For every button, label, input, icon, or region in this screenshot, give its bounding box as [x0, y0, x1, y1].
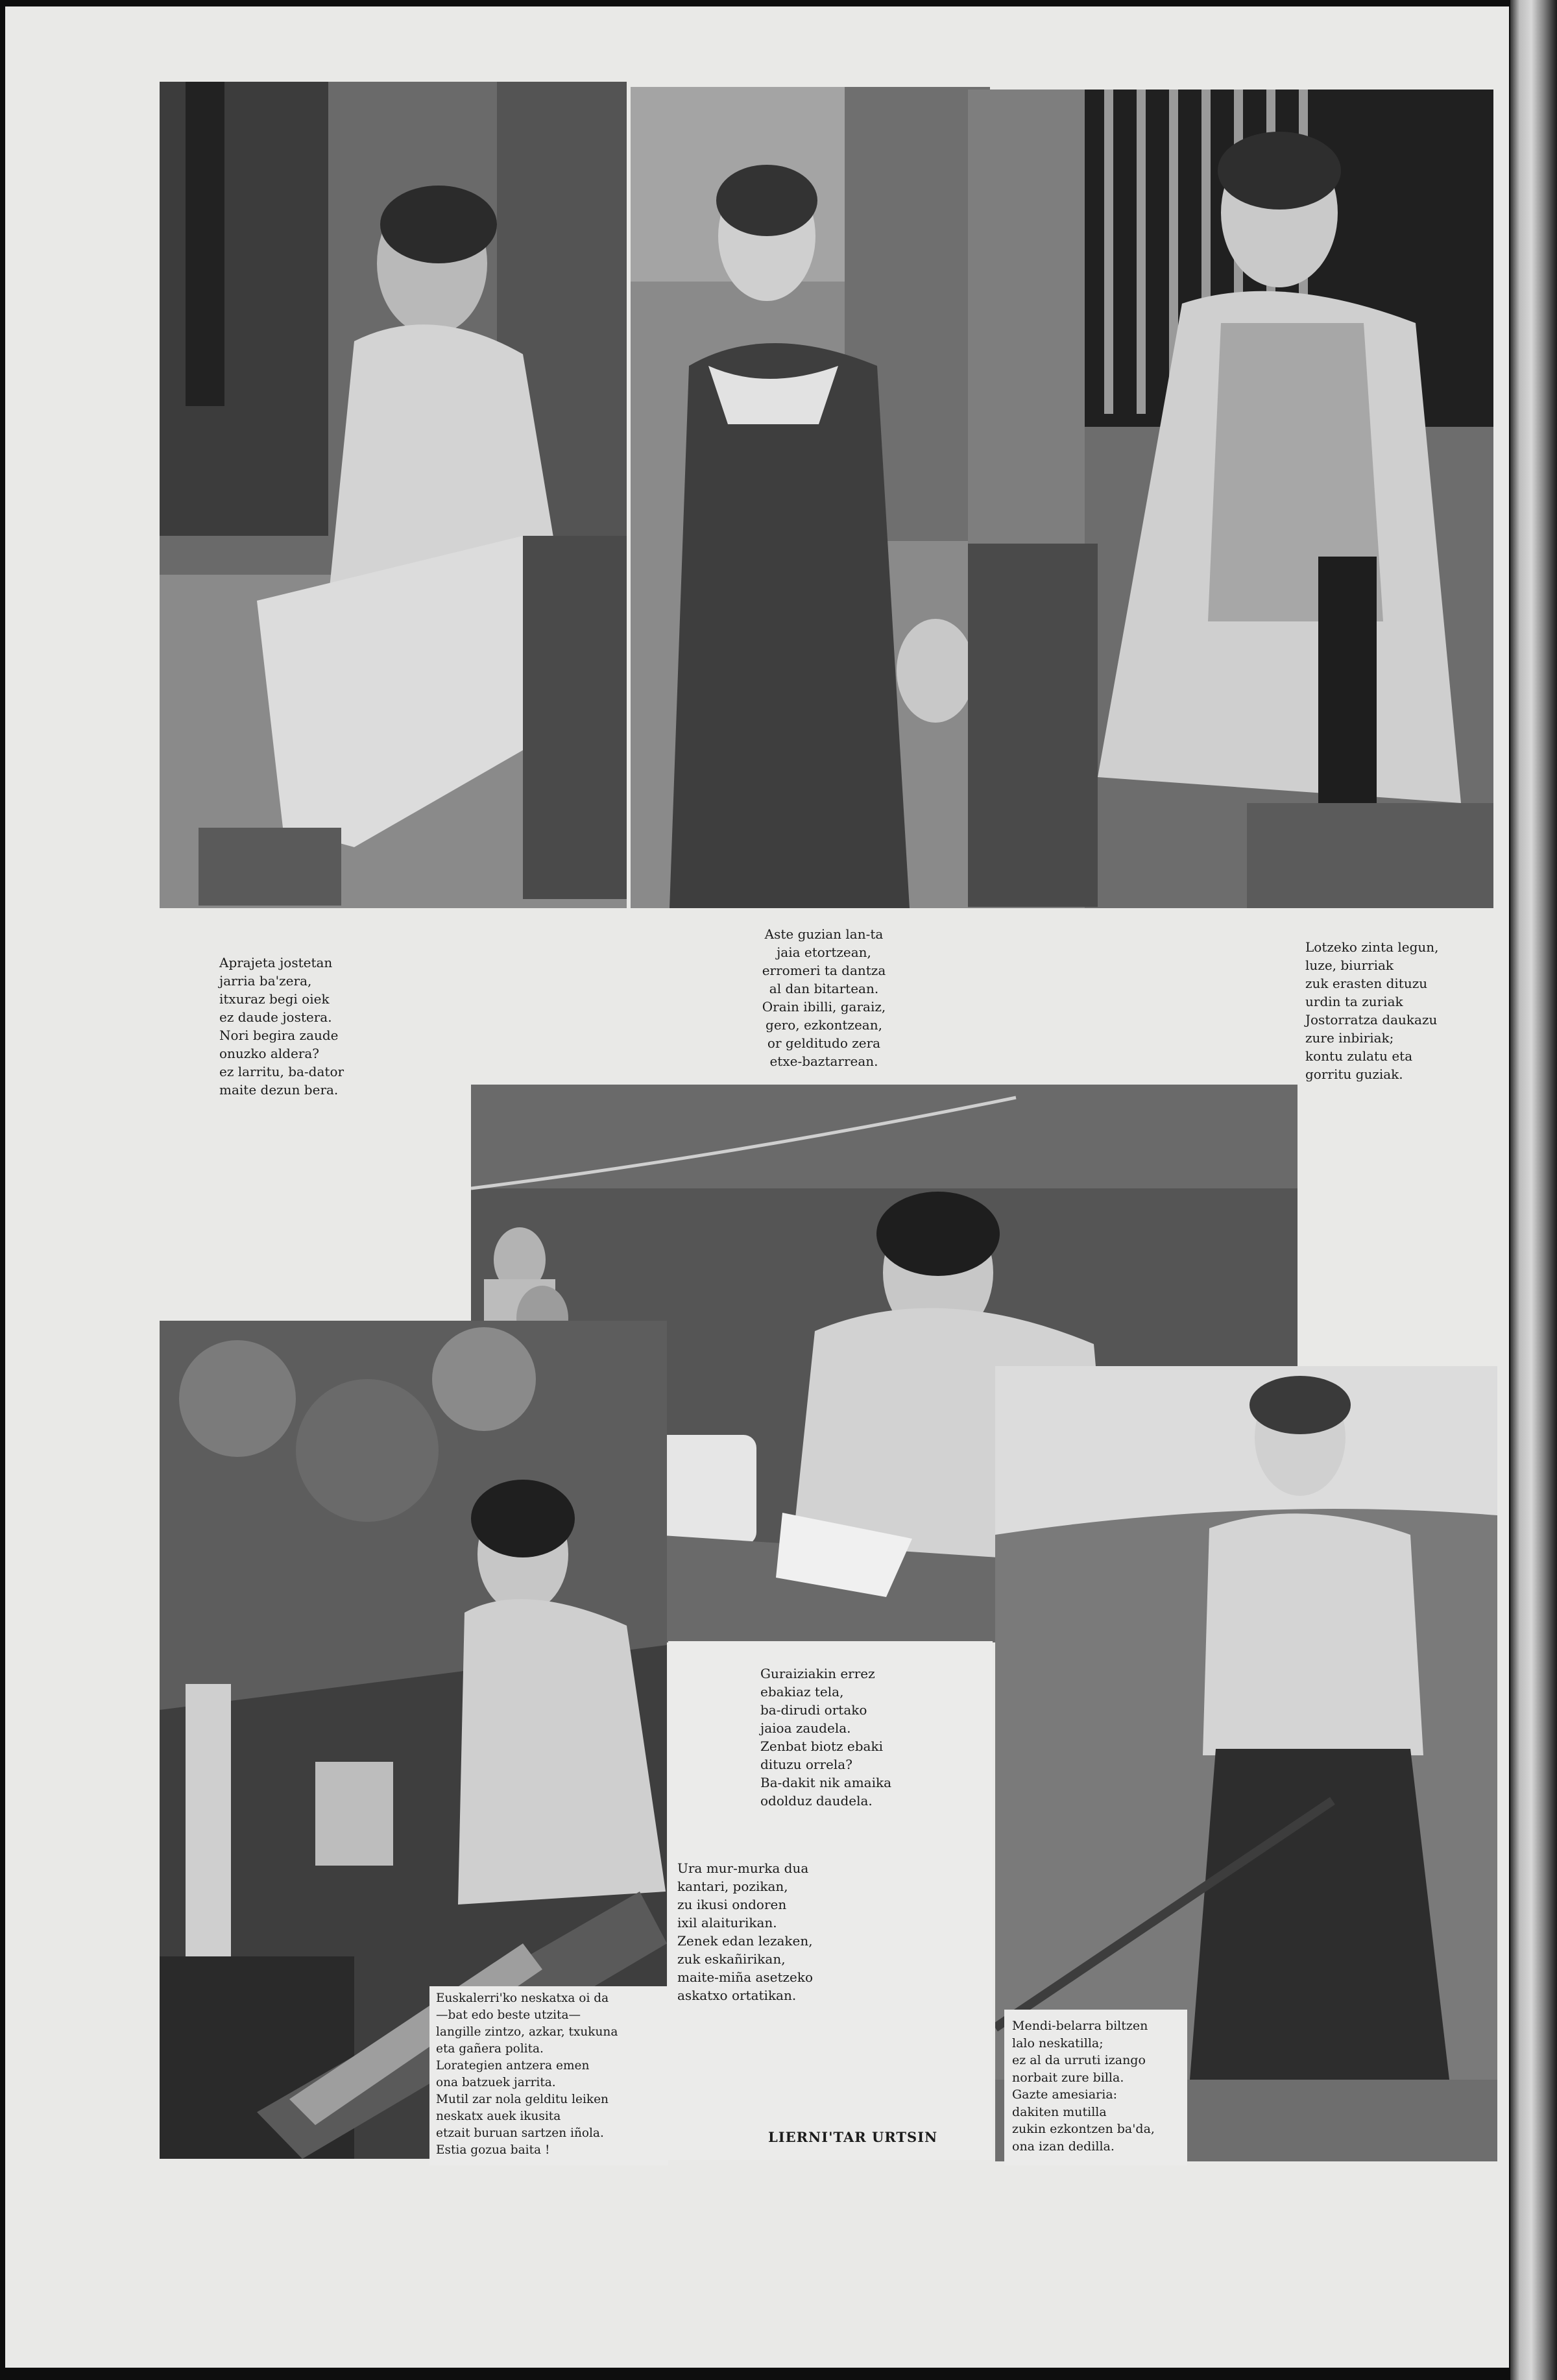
photo-woman-standing-doorway: [631, 87, 990, 908]
caption-aste: Aste guzian lan-ta jaia etortzean, erromeri ta dantza al dan bitartean. Orain ibilli, garaiz, gero, ezkontzean, or gelditudo zera etxe-baztarrean.: [762, 926, 886, 1069]
photo-woman-sewing-seated: [160, 82, 627, 908]
caption-lotzeko: Lotzeko zinta legun, luze, biurriak zuk erasten dituzu urdin ta zuriak Jostorratza daukazu zure inbiriak; kontu zulatu eta gorritu guziak.: [1305, 939, 1439, 1082]
photo-woman-knitting-window: [968, 90, 1493, 908]
page-binding-edge: [1510, 0, 1557, 2380]
caption-guraiziakin: Guraiziakin errez ebakiaz tela, ba-dirudi ortako jaioa zaudela. Zenbat biotz ebaki dituzu orrela? Ba-dakit nik amaika odolduz daudela.: [760, 1666, 892, 1809]
caption-aprajeta: Aprajeta jostetan jarria ba'zera, itxuraz begi oiek ez daude jostera. Nori begira zaude onuzko aldera? ez larritu, ba-dator maite dezun bera.: [219, 955, 344, 1098]
caption-mendi: Mendi-belarra biltzen lalo neskatilla; ez al da urruti izango norbait zure billa. Gazte amesiaria: dakiten mutilla zukin ezkontzen ba'da, ona izan dedilla.: [1012, 2019, 1155, 2154]
caption-ura: Ura mur-murka dua kantari, pozikan, zu ikusi ondoren ixil alaiturikan. Zenek edan lezaken, zuk eskañirikan, maite-miña asetzeko askatxo ortatikan.: [677, 1860, 814, 2003]
caption-euskalerri: Euskalerri'ko neskatxa oi da —bat edo beste utzita— langille zintzo, azkar, txukuna eta gañera polita. Lorategien antzera emen ona batzuek jarrita. Mutil zar nola gelditu leiken neskatx auek ikusita etzait buruan sartzen iñola. Estia gozua baita !: [436, 1991, 618, 2157]
author-signature: LIERNI'TAR URTSIN: [768, 2129, 938, 2145]
